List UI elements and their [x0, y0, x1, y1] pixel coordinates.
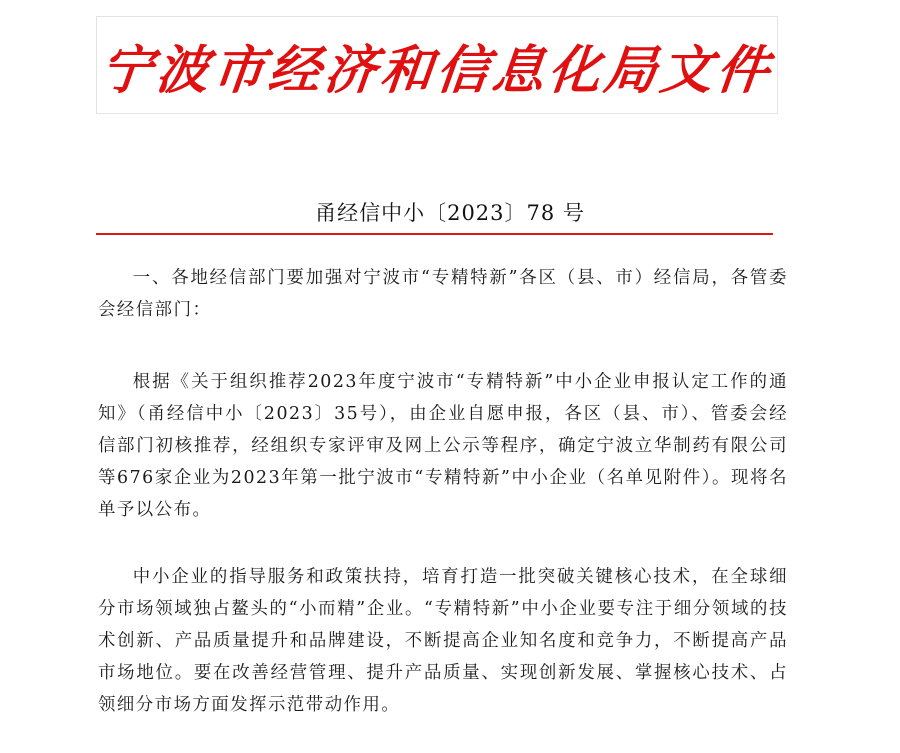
red-divider-line: [96, 233, 773, 235]
paragraph-1: 一、各地经信部门要加强对宁波市“专精特新”各区（县、市）经信局，各管委会经信部门：: [98, 268, 788, 320]
paragraph-3: 中小企业的指导服务和政策扶持，培育打造一批突破关键核心技术，在全球细分市场领域独占鳌头的“小而精”企业。“专精特新”中小企业要专注于细分领域的技术创新、产品质量提升和品牌建设，不断提高企业知名度和竞争力，不断提高产品市场地位。要在改善经营管理、提升产品质量、实现创新发展、掌握核心技术、占领细分市场方面发挥示范带动作用。: [98, 567, 788, 715]
paragraph-2: 根据《关于组织推荐2023年度宁波市“专精特新”中小企业申报认定工作的通知》（甬经信中小〔2023〕35号），由企业自愿申报，各区（县、市）、管委会经信部门初核推荐，经组织专家评审及网上公示等程序，确定宁波立华制药有限公司等676家企业为2023年第一批宁波市“专精特新”中小企业（名单见附件）。现将名单予以公布。: [98, 372, 788, 520]
letterhead-title: 宁波市经济和信息化局文件: [97, 39, 776, 101]
document-number: 甬经信中小〔2023〕78 号: [315, 201, 585, 225]
letterhead-banner: [96, 16, 778, 114]
